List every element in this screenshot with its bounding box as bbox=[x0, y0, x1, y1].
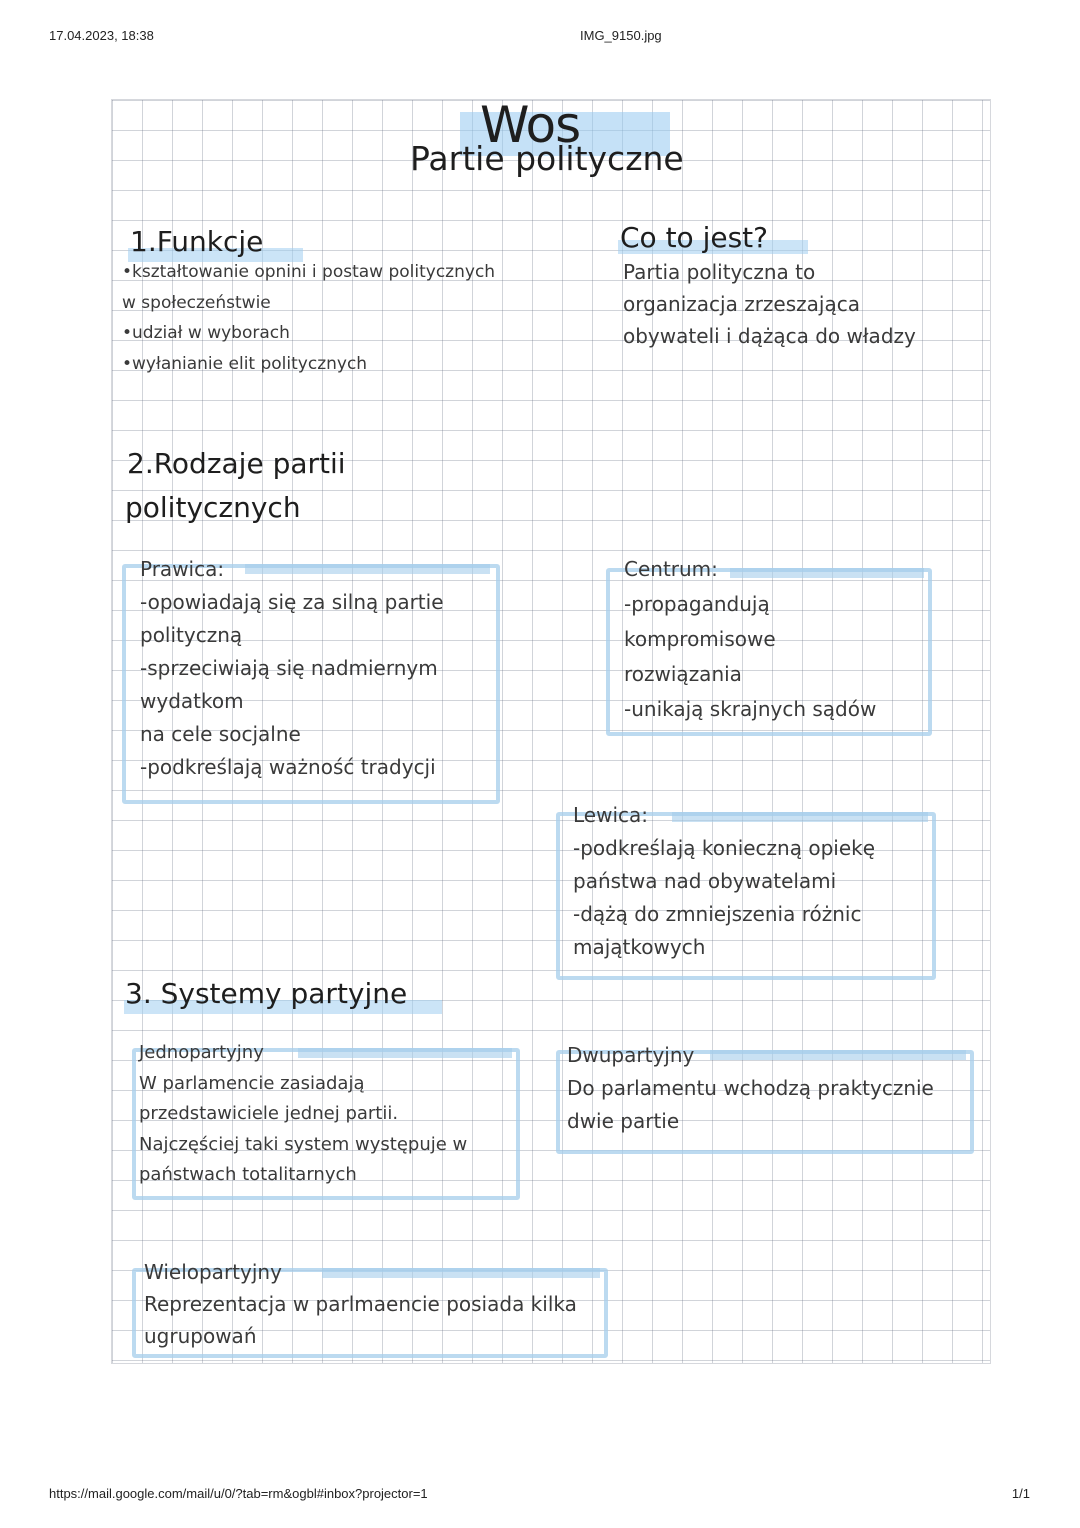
centrum-line: -propagandują bbox=[624, 592, 770, 616]
dwupartyjny-line: dwie partie bbox=[567, 1109, 680, 1133]
prawica-line: -opowiadają się za silną partie bbox=[140, 590, 444, 614]
centrum-label: Centrum: bbox=[624, 557, 718, 581]
page-subtitle: Partie polityczne bbox=[410, 139, 684, 178]
funkcje-heading: 1.Funkcje bbox=[130, 225, 264, 258]
print-page-number: 1/1 bbox=[1011, 1486, 1030, 1501]
prawica-line: polityczną bbox=[140, 623, 243, 647]
centrum-line: kompromisowe bbox=[624, 627, 776, 651]
dwupartyjny-content bbox=[567, 1039, 934, 1138]
jednopartyjny-label: Jednopartyjny bbox=[139, 1042, 264, 1063]
definition-line: obywateli i dążąca do władzy bbox=[623, 324, 916, 348]
funkcje-line: w społeczeństwie bbox=[122, 292, 271, 313]
lewica-line: państwa nad obywatelami bbox=[573, 869, 837, 893]
prawica-content bbox=[140, 553, 444, 784]
lewica-line: -dążą do zmniejszenia różnic bbox=[573, 902, 862, 926]
prawica-line: wydatkom bbox=[140, 689, 244, 713]
dwupartyjny-label: Dwupartyjny bbox=[567, 1043, 695, 1067]
centrum-content bbox=[624, 552, 876, 727]
jednopartyjny-line: państwach totalitarnych bbox=[139, 1164, 357, 1185]
funkcje-list bbox=[122, 257, 495, 379]
wielopartyjny-line: Reprezentacja w parlmaencie posiada kilka bbox=[144, 1292, 577, 1316]
rodzaje-heading-line2: politycznych bbox=[125, 491, 301, 524]
funkcje-line: •kształtowanie opnini i postaw politycznych bbox=[122, 262, 496, 282]
funkcje-line: •udział w wyborach bbox=[122, 323, 290, 343]
lewica-line: majątkowych bbox=[573, 935, 706, 959]
wielopartyjny-label: Wielopartyjny bbox=[144, 1260, 282, 1284]
definition-text bbox=[623, 256, 916, 352]
definition-line: organizacja zrzeszająca bbox=[623, 292, 860, 316]
lewica-label: Lewica: bbox=[573, 803, 648, 827]
jednopartyjny-line: W parlamencie zasiadają bbox=[139, 1072, 365, 1094]
centrum-line: rozwiązania bbox=[624, 662, 742, 686]
page-title: Wos bbox=[480, 96, 581, 154]
print-url: https://mail.google.com/mail/u/0/?tab=rm&ogbl#inbox?projector=1 bbox=[49, 1486, 428, 1501]
lewica-content bbox=[573, 799, 875, 964]
prawica-line: na cele socjalne bbox=[140, 722, 301, 746]
prawica-line: -sprzeciwiają się nadmiernym bbox=[140, 656, 438, 680]
definition-line: Partia polityczna to bbox=[623, 260, 816, 284]
dwupartyjny-line: Do parlamentu wchodzą praktycznie bbox=[567, 1076, 934, 1100]
rodzaje-heading-line1: 2.Rodzaje partii bbox=[127, 447, 346, 480]
wielopartyjny-content bbox=[144, 1256, 577, 1352]
funkcje-line: •wyłanianie elit politycznych bbox=[122, 353, 368, 374]
print-filename: IMG_9150.jpg bbox=[580, 28, 662, 43]
jednopartyjny-line: przedstawiciele jednej partii. bbox=[139, 1103, 399, 1124]
jednopartyjny-content bbox=[139, 1038, 467, 1191]
print-date: 17.04.2023, 18:38 bbox=[49, 28, 154, 43]
prawica-label: Prawica: bbox=[140, 557, 225, 581]
systemy-heading: 3. Systemy partyjne bbox=[125, 977, 408, 1010]
wielopartyjny-line: ugrupowań bbox=[144, 1324, 257, 1348]
definition-heading: Co to jest? bbox=[620, 221, 769, 254]
centrum-line: -unikają skrajnych sądów bbox=[624, 697, 877, 721]
jednopartyjny-line: Najczęściej taki system występuje w bbox=[139, 1133, 468, 1155]
prawica-line: -podkreślają ważność tradycji bbox=[140, 755, 436, 779]
lewica-line: -podkreślają konieczną opiekę bbox=[573, 836, 876, 860]
